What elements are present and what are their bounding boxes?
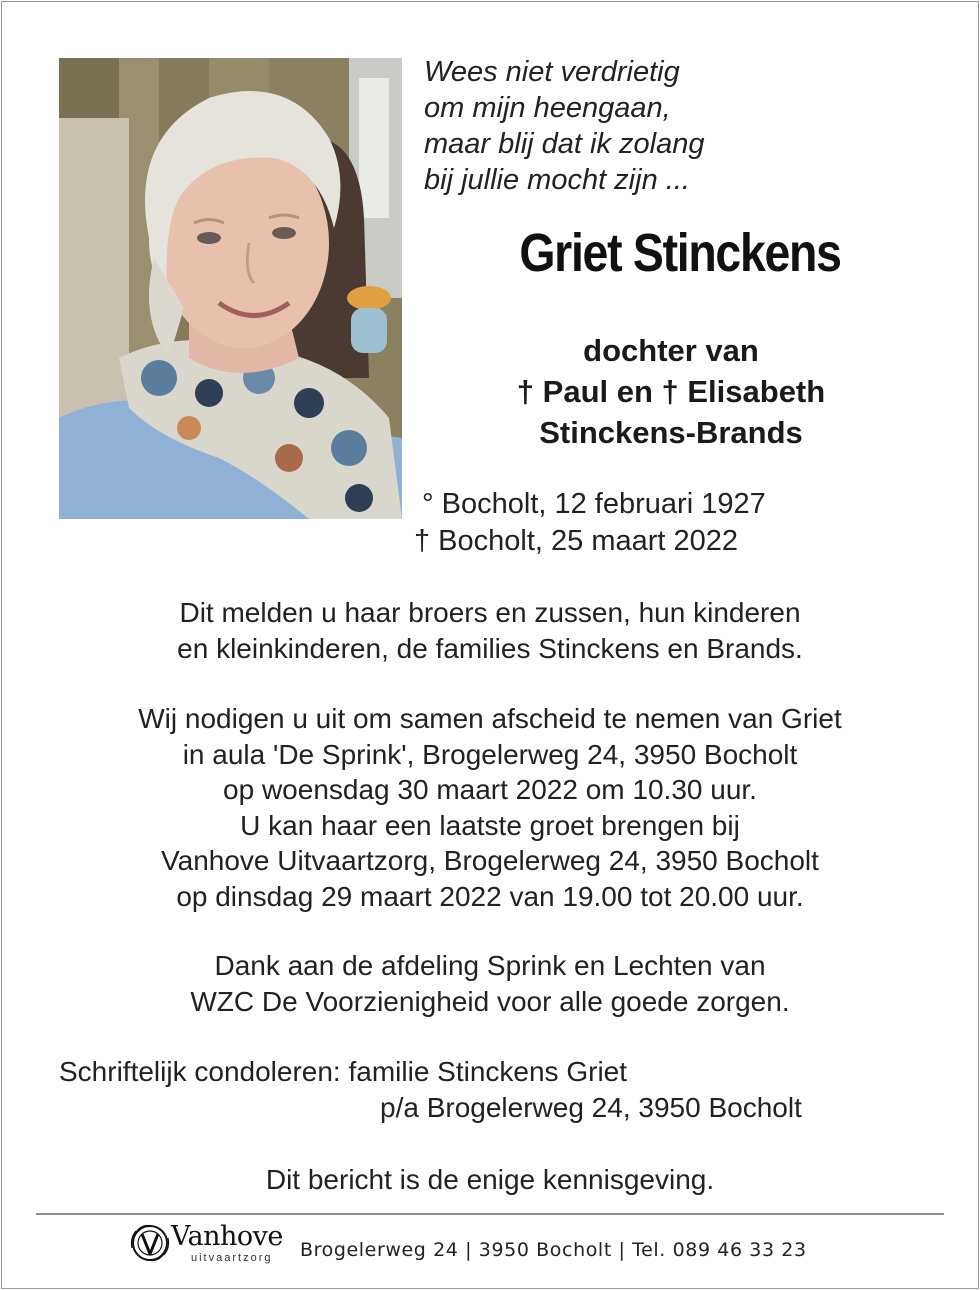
condolence-address: p/a Brogelerweg 24, 3950 Bocholt [380, 1092, 802, 1123]
footer-contact: Brogelerweg 24 | 3950 Bocholt | Tel. 089 46 33 23 [300, 1239, 807, 1261]
parents-line: Stinckens-Brands [539, 415, 803, 450]
text-line: in aula 'De Sprink', Brogelerweg 24, 3950 Bocholt [182, 738, 798, 770]
vanhove-emblem-icon [127, 1220, 173, 1266]
text-line: op dinsdag 29 maart 2022 van 19.00 tot 20.00 uur. [176, 880, 804, 912]
poem [424, 54, 704, 198]
poem-line: maar blij dat ik zolang [424, 128, 705, 160]
logo-subtitle: uitvaartzorg [191, 1252, 273, 1264]
text-line: WZC De Voorzienigheid voor alle goede zorgen. [190, 985, 790, 1017]
condolence-line: Schriftelijk condoleren: familie Stinckens Griet [59, 1056, 628, 1087]
text-line: Dit melden u haar broers en zussen, hun kinderen [179, 597, 801, 628]
ceremony-info [0, 701, 980, 914]
family-announcement [0, 595, 980, 666]
birth-date: ° Bocholt, 12 februari 1927 [422, 488, 766, 520]
life-dates [414, 486, 766, 560]
deceased-name: Griet Stinckens [519, 223, 841, 283]
parents-line: dochter van [583, 333, 759, 368]
text-line: Dit bericht is de enige kennisgeving. [265, 1164, 715, 1195]
parents-line: † Paul en † Elisabeth [516, 374, 826, 409]
closing-note [0, 1162, 980, 1198]
thanks-message [0, 948, 980, 1019]
death-date: † Bocholt, 25 maart 2022 [414, 525, 739, 557]
vanhove-logo [127, 1220, 287, 1270]
portrait-photo [59, 58, 402, 519]
poem-line: om mijn heengaan, [424, 92, 671, 124]
text-line: Dank aan de afdeling Sprink en Lechten van [214, 950, 766, 981]
footer-divider [36, 1213, 944, 1215]
logo-wordmark: Vanhove [171, 1221, 283, 1252]
parents-info [440, 330, 902, 453]
text-line: Wij nodigen u uit om samen afscheid te nemen van Griet [138, 703, 842, 734]
text-line: op woensdag 30 maart 2022 om 10.30 uur. [223, 774, 757, 805]
text-line: U kan haar een laatste groet brengen bij [240, 809, 740, 841]
poem-line: bij jullie mocht zijn ... [424, 164, 690, 196]
poem-line: Wees niet verdrietig [424, 56, 680, 88]
text-line: en kleinkinderen, de families Stinckens en Brands. [177, 632, 803, 664]
text-line: Vanhove Uitvaartzorg, Brogelerweg 24, 3950 Bocholt [161, 845, 819, 876]
